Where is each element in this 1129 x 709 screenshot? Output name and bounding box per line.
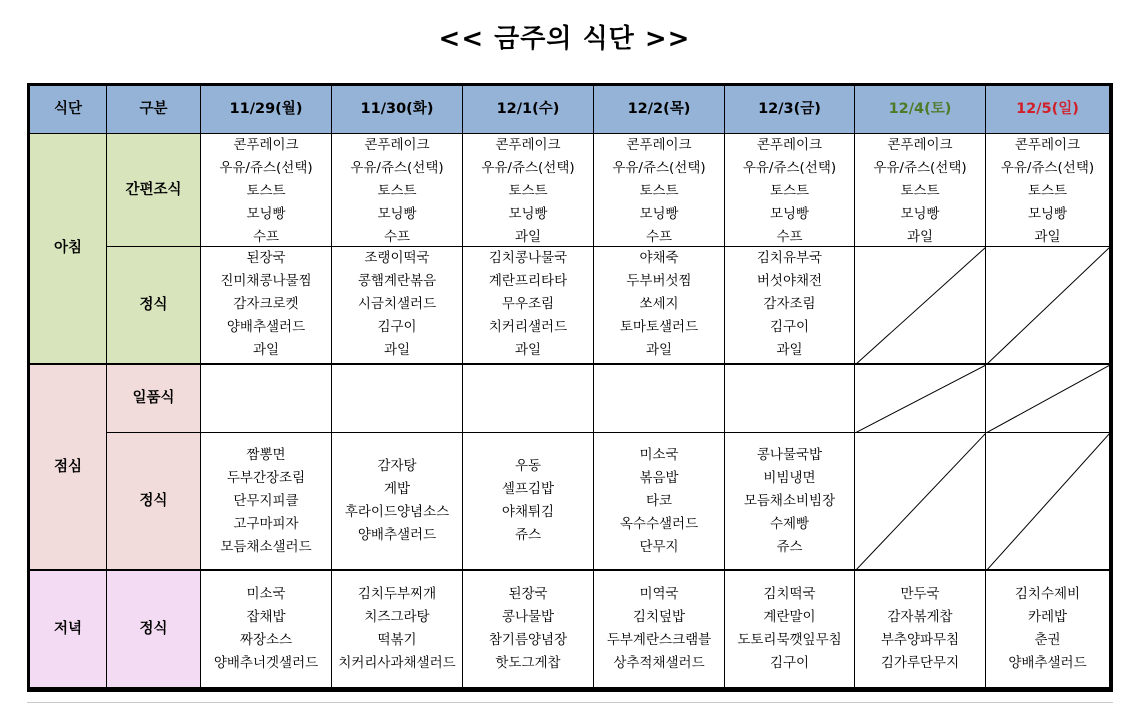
no-service-slash — [986, 247, 1109, 363]
row-label-text: 간편조식 — [125, 181, 182, 198]
menu-item: 과일 — [906, 229, 934, 245]
no-service-slash — [855, 365, 985, 432]
menu-cell — [463, 365, 594, 433]
diagonal-line — [855, 433, 985, 569]
menu-cell — [986, 433, 1110, 571]
menu-cell — [986, 247, 1110, 365]
menu-item: 쥬스 — [776, 538, 803, 555]
menu-cell — [332, 365, 463, 433]
header-day — [725, 86, 855, 134]
menu-item: 조랭이떡국 — [364, 250, 430, 266]
row-label — [107, 571, 201, 689]
menu-item: 볶음밥 — [639, 469, 679, 486]
menu-item: 쥬스 — [514, 527, 542, 543]
menu-item: 콩나물국밥 — [756, 446, 823, 463]
menu-item: 토스트 — [377, 183, 417, 199]
menu-item: 콘푸레이크 — [495, 137, 561, 153]
menu-item: 핫도그게찹 — [495, 655, 561, 671]
menu-item: 떡볶기 — [377, 632, 417, 648]
menu-item: 김구이 — [377, 319, 417, 335]
menu-cell — [594, 247, 725, 365]
menu-cell — [594, 571, 725, 689]
menu-item: 수제빵 — [769, 515, 810, 532]
diagonal-line — [855, 247, 985, 363]
diagonal-line — [986, 247, 1109, 363]
menu-item: 과일 — [645, 342, 673, 358]
menu-item: 김구이 — [769, 319, 810, 335]
menu-item: 모닝빵 — [769, 206, 810, 222]
menu-cell — [855, 134, 986, 247]
menu-item: 모닝빵 — [639, 206, 679, 222]
menu-table — [27, 83, 1113, 692]
menu-item: 미소국 — [639, 446, 679, 463]
menu-item: 양배추샐러드 — [226, 319, 306, 335]
menu-item: 김치유부국 — [756, 250, 823, 266]
menu-item: 감자크로켓 — [233, 296, 299, 312]
menu-item: 계란말이 — [763, 609, 816, 625]
menu-item: 만두국 — [900, 586, 940, 602]
menu-item: 단무지피클 — [233, 492, 299, 509]
menu-cell — [725, 571, 855, 689]
menu-cell — [201, 433, 332, 571]
menu-item: 야채죽 — [639, 250, 679, 266]
no-service-slash — [855, 433, 985, 569]
menu-item: 치커리사과채샐러드 — [338, 655, 456, 671]
menu-item: 셀프김밥 — [501, 481, 555, 497]
menu-cell — [594, 433, 725, 571]
menu-item: 모듬채소샐러드 — [220, 538, 312, 555]
header-day — [201, 86, 332, 134]
menu-item: 김가루단무지 — [880, 655, 960, 671]
menu-item: 시금치샐러드 — [357, 296, 437, 312]
menu-item: 모닝빵 — [900, 206, 940, 222]
header-day-label: 12/3(금) — [758, 101, 821, 117]
page-title: << 금주의 식단 >> — [438, 24, 691, 54]
header-day-label: 12/2(목) — [627, 101, 691, 117]
menu-item: 우유/쥬스(선택) — [219, 160, 313, 176]
no-service-slash — [986, 433, 1109, 569]
menu-item: 김구이 — [769, 655, 810, 671]
menu-cell — [594, 365, 725, 433]
header-meal — [30, 86, 107, 134]
menu-cell — [725, 247, 855, 365]
menu-item: 수프 — [776, 229, 803, 245]
menu-item: 김치수제비 — [1014, 586, 1081, 602]
menu-item: 콘푸레이크 — [626, 137, 692, 153]
menu-item: 상추적채샐러드 — [613, 655, 705, 671]
menu-item: 모닝빵 — [246, 206, 286, 222]
menu-item: 고구마피자 — [233, 515, 299, 532]
menu-item: 후라이드양념소스 — [344, 504, 450, 520]
header-day — [986, 86, 1110, 134]
menu-item: 과일 — [514, 229, 542, 245]
header-category-label: 구분 — [139, 101, 168, 117]
menu-item: 우유/쥬스(선택) — [612, 160, 706, 176]
menu-item: 두부간장조림 — [226, 469, 306, 486]
menu-cell — [201, 247, 332, 365]
menu-item: 과일 — [514, 342, 542, 358]
no-service-slash — [855, 247, 985, 363]
menu-cell — [855, 433, 986, 571]
menu-item: 과일 — [776, 342, 803, 358]
diagonal-line — [986, 365, 1109, 432]
menu-item: 김치콩나물국 — [488, 250, 568, 266]
menu-item: 토스트 — [769, 183, 810, 199]
menu-item: 모닝빵 — [1027, 206, 1068, 222]
menu-item: 콩햄계란볶음 — [357, 273, 437, 289]
header-day-label: 11/30(화) — [360, 101, 434, 117]
menu-item: 과일 — [1034, 229, 1061, 245]
menu-item: 토마토샐러드 — [619, 319, 699, 335]
row-label-text: 정식 — [139, 620, 168, 637]
menu-item: 김치덮밥 — [632, 609, 686, 625]
menu-cell — [725, 134, 855, 247]
menu-item: 감자조림 — [763, 296, 816, 312]
menu-item: 잡채밥 — [246, 609, 286, 625]
menu-item: 모듬채소비빔장 — [743, 492, 836, 509]
menu-item: 우동 — [514, 458, 542, 474]
header-day — [463, 86, 594, 134]
menu-item: 콘푸레이크 — [756, 137, 823, 153]
row-label-text: 일품식 — [132, 390, 175, 406]
menu-item: 미역국 — [639, 586, 679, 602]
menu-item: 된장국 — [508, 586, 548, 602]
menu-cell — [986, 571, 1110, 689]
meal-label-dinner — [30, 571, 107, 689]
menu-item: 양배추너겟샐러드 — [213, 655, 319, 671]
menu-item: 춘권 — [1034, 632, 1061, 648]
header-day — [855, 86, 986, 134]
menu-item: 치즈그라탕 — [364, 609, 430, 625]
menu-cell — [332, 247, 463, 365]
header-day — [332, 86, 463, 134]
menu-item: 모닝빵 — [508, 206, 548, 222]
diagonal-line — [855, 365, 985, 432]
menu-item: 콘푸레이크 — [887, 137, 953, 153]
menu-item: 참기름양념장 — [488, 632, 568, 648]
diagonal-line — [986, 433, 1109, 569]
menu-item: 쏘세지 — [639, 296, 679, 312]
menu-item: 야채튀김 — [501, 504, 555, 520]
row-label — [107, 134, 201, 247]
menu-item: 짬뽕면 — [246, 446, 286, 463]
menu-item: 치커리샐러드 — [488, 319, 568, 335]
meal-label-breakfast — [30, 134, 107, 365]
menu-cell — [332, 571, 463, 689]
no-service-slash — [986, 365, 1109, 432]
menu-item: 과일 — [383, 342, 411, 358]
menu-cell — [201, 365, 332, 433]
menu-cell — [855, 247, 986, 365]
header-category — [107, 86, 201, 134]
menu-cell — [725, 433, 855, 571]
menu-item: 양배추샐러드 — [357, 527, 437, 543]
meal-label-text: 저녁 — [53, 620, 82, 637]
menu-item: 토스트 — [639, 183, 679, 199]
row-label — [107, 433, 201, 571]
menu-item: 우유/쥬스(선택) — [742, 160, 837, 176]
menu-item: 카레밥 — [1027, 609, 1068, 625]
header-meal-label: 식단 — [53, 101, 82, 117]
menu-item: 모닝빵 — [377, 206, 417, 222]
header-day-label: 12/5(일) — [1016, 101, 1079, 117]
menu-cell — [332, 433, 463, 571]
menu-item: 무우조림 — [501, 296, 555, 312]
bottom-divider — [27, 702, 1113, 703]
header-day — [594, 86, 725, 134]
menu-item: 수프 — [645, 229, 673, 245]
menu-cell — [986, 365, 1110, 433]
menu-item: 우유/쥬스(선택) — [873, 160, 967, 176]
menu-item: 버섯야채전 — [756, 273, 823, 289]
row-label-text: 정식 — [139, 296, 168, 313]
menu-item: 우유/쥬스(선택) — [1000, 160, 1095, 176]
menu-cell — [986, 134, 1110, 247]
menu-item: 토스트 — [1027, 183, 1068, 199]
meal-label-lunch — [30, 365, 107, 571]
menu-cell — [463, 433, 594, 571]
menu-item: 과일 — [252, 342, 280, 358]
menu-item: 옥수수샐러드 — [619, 515, 699, 532]
menu-item: 타코 — [645, 492, 673, 509]
row-label — [107, 247, 201, 365]
menu-item: 단무지 — [639, 538, 679, 555]
menu-cell — [855, 365, 986, 433]
menu-item: 게밥 — [383, 481, 411, 497]
menu-item: 토스트 — [900, 183, 940, 199]
menu-cell — [201, 134, 332, 247]
header-day-label: 12/4(토) — [888, 101, 952, 117]
menu-item: 두부계란스크램블 — [606, 632, 712, 648]
menu-cell — [201, 571, 332, 689]
menu-item: 계란프리타타 — [488, 273, 568, 289]
menu-item: 김치두부찌개 — [357, 586, 437, 602]
menu-item: 된장국 — [246, 250, 286, 266]
menu-item: 우유/쥬스(선택) — [481, 160, 575, 176]
menu-cell — [463, 571, 594, 689]
meal-label-text: 아침 — [53, 240, 82, 256]
menu-item: 김치떡국 — [763, 586, 816, 602]
menu-item: 수프 — [252, 229, 280, 245]
menu-cell — [463, 134, 594, 247]
menu-cell — [332, 134, 463, 247]
menu-item: 수프 — [383, 229, 411, 245]
menu-cell — [855, 571, 986, 689]
menu-item: 콩나물밥 — [501, 609, 555, 625]
row-label — [107, 365, 201, 433]
menu-item: 짜장소스 — [239, 632, 293, 648]
menu-item: 우유/쥬스(선택) — [350, 160, 444, 176]
menu-cell — [463, 247, 594, 365]
menu-item: 비빔냉면 — [763, 469, 816, 486]
menu-item: 감자볶게찹 — [887, 609, 953, 625]
menu-cell — [594, 134, 725, 247]
menu-item: 토스트 — [508, 183, 548, 199]
menu-item: 콘푸레이크 — [233, 137, 299, 153]
menu-item: 부추양파무침 — [880, 632, 960, 648]
meal-label-text: 점심 — [53, 458, 82, 475]
menu-item: 콘푸레이크 — [1014, 137, 1081, 153]
menu-item: 토스트 — [246, 183, 286, 199]
menu-item: 두부버섯찜 — [626, 273, 692, 289]
menu-item: 양배추샐러드 — [1008, 655, 1087, 671]
header-day-label: 12/1(수) — [496, 101, 560, 117]
menu-item: 미소국 — [246, 586, 286, 602]
row-label-text: 정식 — [139, 492, 168, 509]
header-day-label: 11/29(월) — [229, 101, 303, 117]
menu-cell — [725, 365, 855, 433]
menu-item: 콘푸레이크 — [364, 137, 430, 153]
menu-item: 진미채콩나물찜 — [220, 273, 312, 289]
menu-item: 감자탕 — [377, 458, 417, 474]
menu-item: 도토리묵깻잎무침 — [737, 632, 842, 648]
